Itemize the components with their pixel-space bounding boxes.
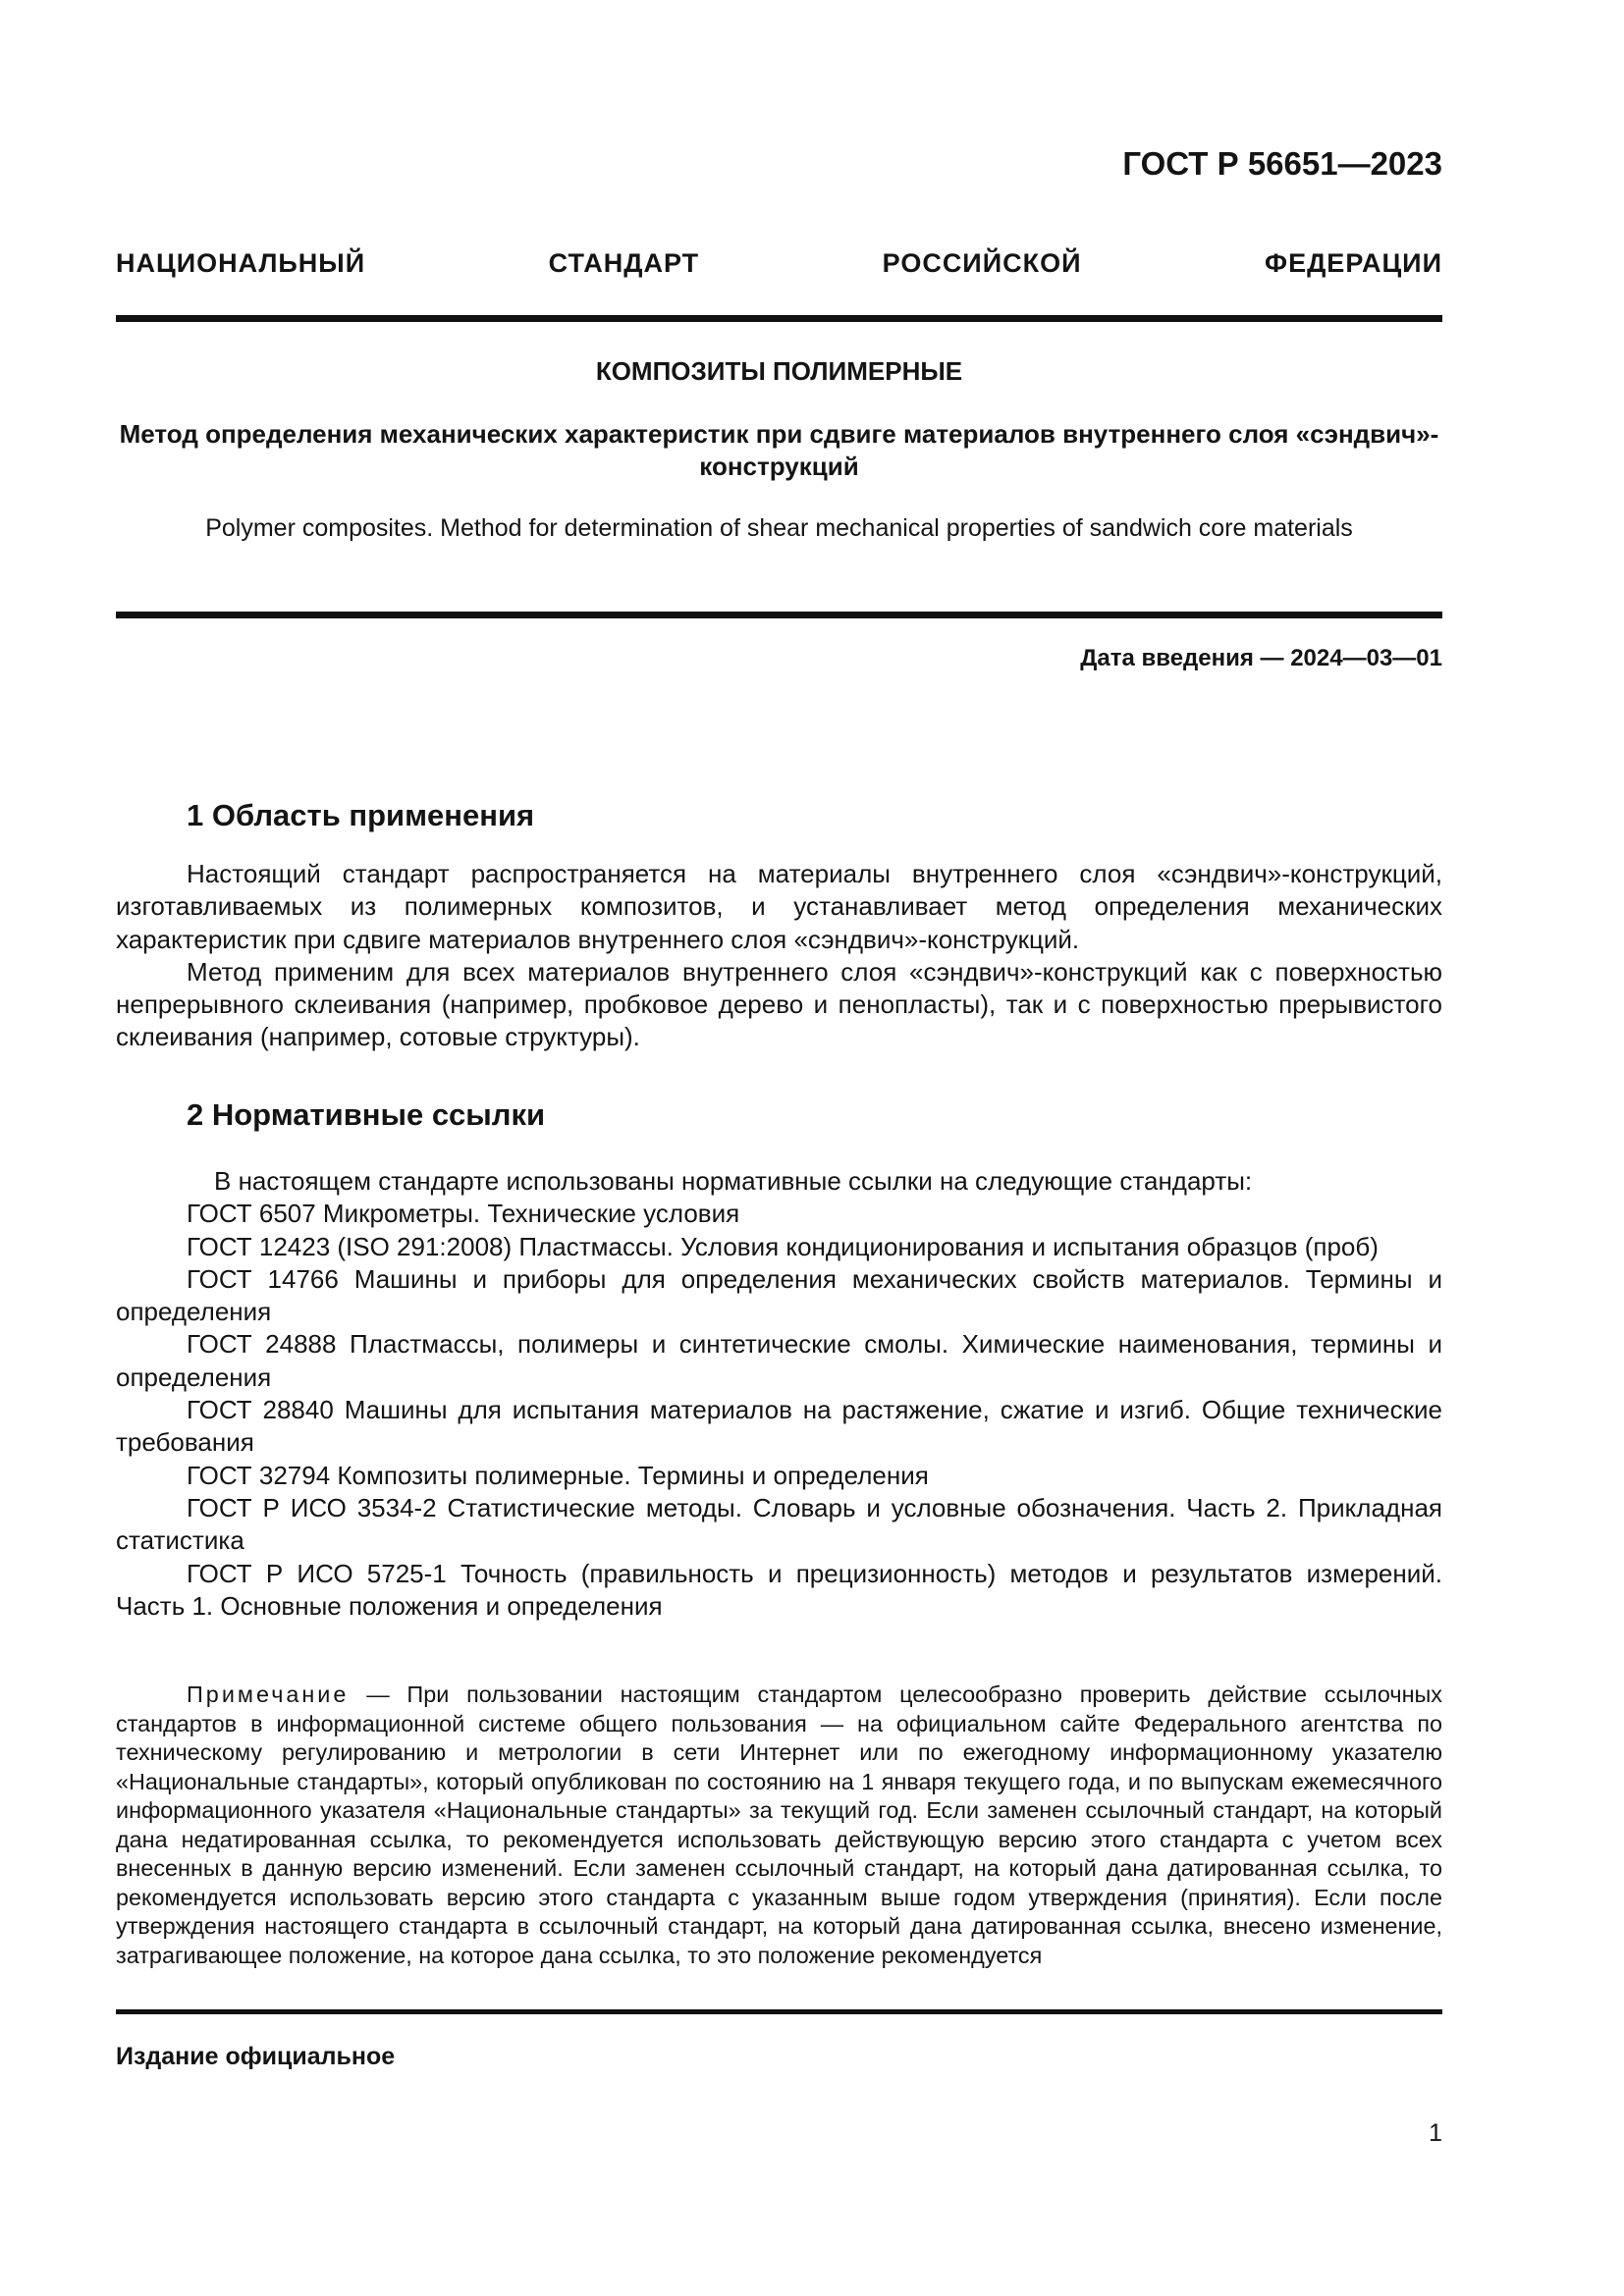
section-2-heading: 2 Нормативные ссылки bbox=[187, 1097, 546, 1132]
reference-item: ГОСТ 14766 Машины и приборы для определения механических свойств материалов. Термины и определения bbox=[116, 1263, 1442, 1327]
references-note bbox=[116, 1681, 1442, 1970]
note-text: — При пользовании настоящим стандартом целесообразно проверить действие ссылочных стандартов в информационной системе общего пользования — на официальном сайте Федерального агентства по техническому регулированию и метрологии в сети Интернет или по ежегодному информационному указателю «Национальные стандарты», который опубликован по состоянию на 1 января текущего года, и по выпускам ежемесячного информационного указателя «Национальные стандарты» за текущий год. Если заменен ссылочный стандарт, на который дана недатированная ссылка, то рекомендуется использовать действующую версию этого стандарта с учетом всех внесенных в данную версию изменений. Если заменен ссылочный стандарт, на который дана датированная ссылка, то рекомендуется использовать версию этого стандарта с указанным выше годом утверждения (принятия). Если после утверждения настоящего стандарта в ссылочный стандарт, на который дана датированная ссылка, внесено изменение, затрагивающее положение, на которое дана ссылка, то это положение рекомендуется bbox=[116, 1682, 1443, 1968]
english-title: Polymer composites. Method for determination of shear mechanical properties of sandwich core materials bbox=[205, 514, 1353, 542]
section-1-paragraph: Настоящий стандарт распространяется на материалы внутреннего слоя «сэндвич»-конструкций, изготавливаемых из полимерных композитов, и устанавливает метод определения механических характеристик при сдвиге материалов внутреннего слоя «сэндвич»-конструкций. bbox=[116, 859, 1442, 954]
section-2-body bbox=[116, 1165, 1442, 1623]
document-title: КОМПОЗИТЫ ПОЛИМЕРНЫЕ bbox=[595, 356, 963, 386]
reference-item: ГОСТ 24888 Пластмассы, полимеры и синтетические смолы. Химические наименования, термины и определения bbox=[116, 1329, 1442, 1392]
note-label: Примечание bbox=[187, 1682, 350, 1707]
document-subtitle: Метод определения механических характеристик при сдвиге материалов внутреннего слоя «сэндвич»-конструкций bbox=[119, 419, 1439, 481]
references-intro: В настоящем стандарте использованы нормативные ссылки на следующие стандарты: bbox=[214, 1166, 1253, 1196]
section-1-paragraph: Метод применим для всех материалов внутреннего слоя «сэндвич»-конструкций как с поверхностью непрерывного склеивания (например, пробковое дерево и пенопласты), так и с поверхностью прерывистого склеивания (например, сотовые структуры). bbox=[116, 956, 1442, 1052]
page-number: 1 bbox=[1429, 2119, 1442, 2147]
section-1-heading: 1 Область применения bbox=[187, 798, 535, 832]
reference-item: ГОСТ 6507 Микрометры. Технические условия bbox=[187, 1199, 740, 1229]
national-standard-banner: НАЦИОНАЛЬНЫЙ СТАНДАРТ РОССИЙСКОЙ ФЕДЕРАЦИИ bbox=[116, 248, 1442, 278]
reference-item: ГОСТ 12423 (ISO 291:2008) Пластмассы. Условия кондиционирования и испытания образцов (проб) bbox=[187, 1231, 1379, 1261]
reference-item: ГОСТ 28840 Машины для испытания материалов на растяжение, сжатие и изгиб. Общие технические требования bbox=[116, 1395, 1442, 1458]
header-divider-bottom bbox=[116, 612, 1442, 618]
note-paragraph bbox=[116, 1681, 1442, 1970]
header-divider-top bbox=[116, 315, 1442, 322]
section-1-body bbox=[116, 858, 1442, 1054]
reference-item: ГОСТ 32794 Композиты полимерные. Термины и определения bbox=[187, 1460, 929, 1490]
reference-item: ГОСТ Р ИСО 5725-1 Точность (правильность и прецизионность) методов и результатов измерений. Часть 1. Основные положения и определения bbox=[116, 1558, 1442, 1621]
introduction-date: Дата введения — 2024—03—01 bbox=[1080, 645, 1442, 671]
footer-divider bbox=[116, 2009, 1442, 2014]
official-edition-label: Издание официальное bbox=[116, 2043, 396, 2070]
document-number: ГОСТ Р 56651—2023 bbox=[1122, 145, 1442, 182]
reference-item: ГОСТ Р ИСО 3534-2 Статистические методы. Словарь и условные обозначения. Часть 2. Прикладная статистика bbox=[116, 1492, 1442, 1556]
